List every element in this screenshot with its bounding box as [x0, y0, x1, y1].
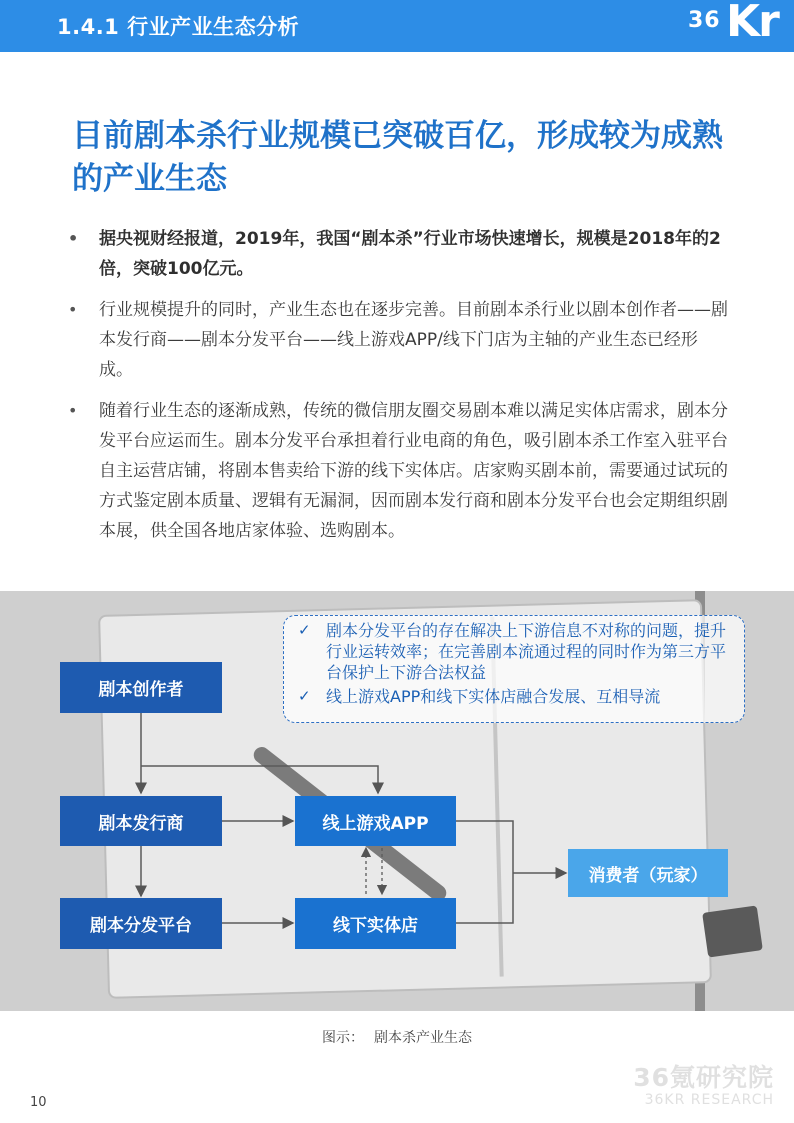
brand-number: 36 [688, 8, 721, 33]
merge-bracket [456, 821, 513, 923]
bullet-text: 随着行业生态的逐渐成熟，传统的微信朋友圈交易剧本难以满足实体店需求，剧本分发平台应运而生。剧本分发平台承担着行业电商的角色，吸引剧本杀工作室入驻平台自主运营店铺，将剧本售卖给下游的线下实体店。店家购买剧本前，需要通过试玩的方式鉴定剧本质量、逻辑有无漏洞，因而剧本发行商和剧本分发平台也会定期组织剧本展，供全国各地店家体验、选购剧本。 [99, 401, 728, 541]
bullet-text: 据央视财经报道，2019年，我国“剧本杀”行业市场快速增长，规模是2018年的2倍，突破100亿元。 [99, 229, 721, 279]
node-script-creator: 剧本创作者 [60, 662, 222, 713]
node-offline-store: 线下实体店 [295, 898, 456, 949]
callout-text: 剧本分发平台的存在解决上下游信息不对称的问题，提升行业运转效率；在完善剧本流通过程的同时作为第三方平台保护上下游合法权益 [326, 621, 727, 682]
bullet-dot-icon: • [68, 401, 78, 420]
callout-text: 线上游戏APP和线下实体店融合发展、互相导流 [326, 687, 661, 706]
callout-item [296, 620, 734, 683]
36kr-logo [684, 0, 794, 52]
watermark-en: 36KR RESEARCH [644, 1092, 774, 1108]
caption-text: 剧本杀产业生态 [374, 1030, 472, 1046]
node-consumer: 消费者（玩家） [568, 849, 728, 897]
bullet-item [68, 224, 728, 284]
caption-prefix: 图示： [322, 1030, 364, 1046]
header-bar [0, 0, 794, 52]
insight-callout [283, 615, 745, 723]
callout-item [296, 686, 734, 707]
node-online-game-app: 线上游戏APP [295, 796, 456, 846]
ecosystem-figure [0, 591, 794, 1011]
figure-caption [0, 1027, 794, 1047]
bullet-dot-icon: • [68, 300, 78, 319]
section-title: 1.4.1 行业产业生态分析 [57, 15, 300, 39]
research-watermark [633, 1058, 774, 1108]
bullet-dot-icon: • [68, 229, 79, 248]
node-script-publisher: 剧本发行商 [60, 796, 222, 846]
brand-letters: Kr [726, 0, 778, 47]
check-icon: ✓ [298, 687, 311, 705]
arrow-creator-to-online [141, 766, 378, 793]
check-icon: ✓ [298, 621, 311, 639]
page-headline: 目前剧本杀行业规模已突破百亿，形成较为成熟的产业生态 [72, 118, 723, 197]
bullet-list [68, 224, 728, 557]
bullet-item [68, 396, 728, 546]
page-number: 10 [30, 1095, 47, 1110]
node-distribution-platform: 剧本分发平台 [60, 898, 222, 949]
watermark-cn: 36氪研究院 [633, 1063, 774, 1092]
bullet-item [68, 295, 728, 385]
bullet-text: 行业规模提升的同时，产业生态也在逐步完善。目前剧本杀行业以剧本创作者——剧本发行商——剧本分发平台——线上游戏APP/线下门店为主轴的产业生态已经形成。 [99, 300, 728, 380]
